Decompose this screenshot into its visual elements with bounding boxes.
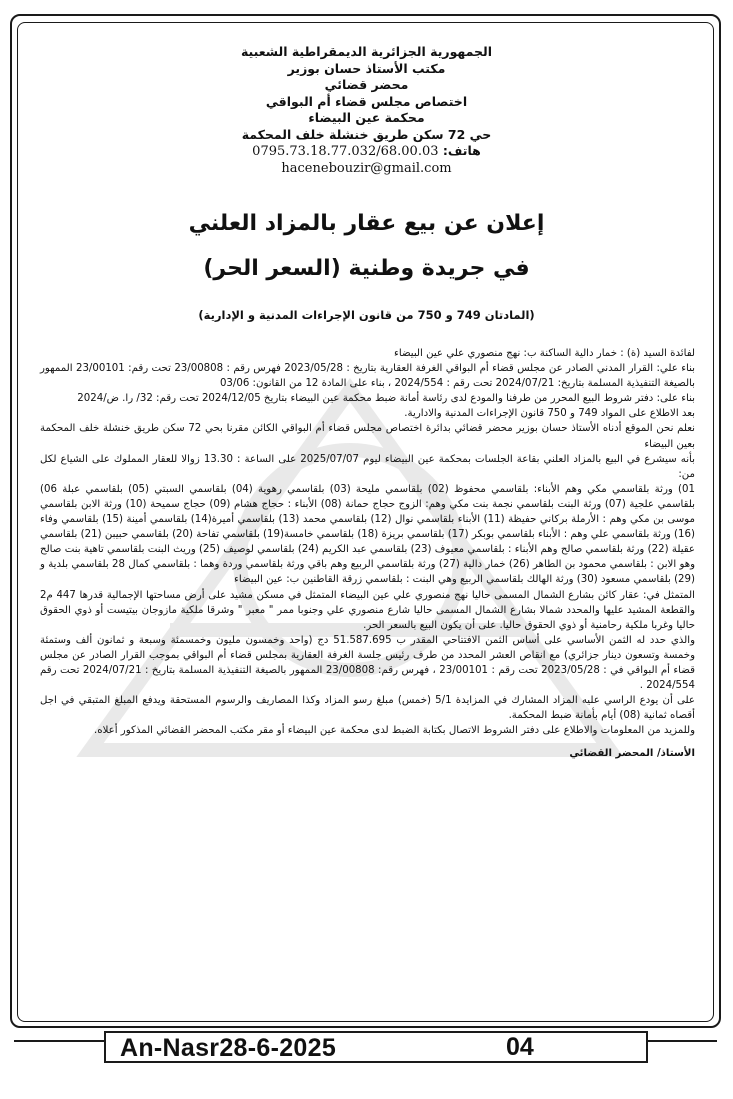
announcement-body: [40, 346, 695, 762]
contact-paragraph: وللمزيد من المعلومات والاطلاع على دفتر الشروط الاتصال بكتابة الضبط لدى محكمة عين البيضاء أو مقر مكتب المحضر القضائي المذكور أعلاه.: [94, 725, 695, 737]
letterhead: [100, 44, 633, 177]
footer-underline: [104, 1061, 648, 1063]
payment-paragraph: على أن يودع الراسي عليه المزاد المشارك في المزايدة 5/1 (خمس) مبلغ رسو المزاد وكذا المصاريف والرسوم المستحقة ويدفع المبلغ المتبقي في اجل أقصاه ثمانية (08) أيام بأمانة ضبط المحكمة.: [40, 695, 695, 722]
owners-paragraph: 01) ورثة بلقاسمي مكي وهم الأبناء: بلقاسمي محفوظ (02) بلقاسمي مليحة (03) بلقاسمي رهوية (04) بلقاسمي السبتي (05) بلقاسمي عبلة 06) بلقاسمي علجية (07) ورثة البنت بلقاسمي نجمة بنت مكي وهم: الزوج حجاج حمانة (08) الأبناء : حجاج هشام (09) حجاج سميحة (10) ورثة الابن بلقاسمي موسى بن مكي وهم : الأرملة بركاني حفيظة (11) الأبناء بلقاسمي نوال (12) بلقاسمي محمد (13) بلقاسمي أميرة(14) بلقاسمي أمينة (15) بلقاسمي وفاء (16) ورثة بلقاسمي علي وهم : الأبناء بلقاسمي بوبكر (17) بلقاسمي بريزة (18) بلقاسمي خامسة(19) بلقاسمي تفاحة (20) بلقاسمي حبيبن (21) بلقاسمي عقيلة (22) ورثة بلقاسمي صالح وهم الأبناء : بلقاسمي معيوف (23) بلقاسمي عبد الكريم (24) بلقاسمي لوصيف (25) وريث البنت بلقاسمي تاهية بنت صالح وهو الابن : بلقاسمي محمود بن الطاهر (26) خمار دالية (27) ورثة بلقاسمي الربيع وهم باقي ورثة بلقاسمي وردة وهما : بلقاسمي كمال 28 بلقاسمي بلدية و (29) بلقاسمي مسعود (30) ورثة الهالك بلقاسمي الربيع وهي البنت : بلقاسمي زرقة القاطنين ب: عين البيضاء: [40, 483, 695, 586]
office-address: حي 72 سكن طريق خنشلة خلف المحكمة: [241, 126, 492, 142]
beneficiary-paragraph: لفائدة السيد (ة) : خمار دالية الساكنة ب: نهج منصوري علي عين البيضاء: [394, 348, 695, 359]
notice-paragraph: نعلم نحن الموقع أدناه الأستاذ حسان بوزير محضر قضائي بدائرة اختصاص مجلس قضاء أم البواقي الكائن مقرنا بحي 72 سكن طريق خنشلة خلف المحكمة بعين البيضاء: [40, 423, 695, 450]
legal-articles-note: (المادتان 749 و 750 من قانون الإجراءات المدنية و الإدارية): [198, 308, 535, 322]
court-name: محكمة عين البيضاء: [308, 110, 425, 125]
phone-line: [100, 143, 633, 161]
footer-box: [104, 1031, 648, 1061]
jurisdiction: اختصاص مجلس قضاء أم البواقي: [265, 93, 468, 109]
announcement-subtitle-newspaper: في جريدة وطنية (السعر الحر): [203, 256, 530, 281]
email-address: hacenebouzir@gmail.com: [281, 160, 452, 176]
phone-value: 0795.73.18.77.032/68.00.03: [252, 144, 439, 159]
auction-date-paragraph: بأنه سيشرع في البيع بالمزاد العلني بقاعة الجلسات بمحكمة عين البيضاء ليوم 2025/07/07 على الساعة : 13.30 زوالا للعقار المملوك على الشياع لكل من:: [40, 453, 695, 480]
price-paragraph: والذي حدد له الثمن الأساسي على أساس الثمن الافتتاحي المقدر ب 51.587.695 دج (واحد وخمسون مليون وخمسمئة وسبعة و ثمانون ألف وستمئة وخمسة وتسعون دينار جزائري) مع انقاص العشر المحدد من طرف رئيس جلسة الغرفة العقارية بمجلس قضاء أم البواقي بموجب القرار الصادر عن مجلس قضاء أم البواقي في : 2023/05/28 تحت رقم : 23/00101 ، فهرس رقم: 23/00808 الممهور بالصيغة التنفيذية المسلمة بتاريخ : 2024/07/21 تحت رقم 2024/554 .: [40, 634, 695, 692]
announcement-title: إعلان عن بيع عقار بالمزاد العلني: [188, 211, 545, 236]
office-name: مكتب الأستاذ حسان بوزير: [287, 60, 446, 76]
decision-paragraph: بناء علي: القرار المدني الصادر عن مجلس قضاء أم البواقي الغرفة العقارية بتاريخ : 2023/05/28 فهرس رقم : 23/00808 تحت رقم: 23/00101 الممهور بالصيغة التنفيذية المسلمة بتاريخ: 2024/07/21 تحت رقم : 2024/554 ، بناء على المادة 12 من القانون: 03/06: [40, 363, 695, 390]
articles-paragraph: بعد الاطلاع على المواد 749 و 750 قانون الإجراءات المدنية والادارية.: [404, 408, 695, 420]
property-paragraph: المتمثل في: عقار كائن بشارع الشمال المسمى حاليا نهج منصوري علي عين البيضاء المتمثل في مسكن مشيد على أرض مساحتها الإجمالية قدرها 447 م2 والقطعة المشيد عليها والمحدد شمالا بشارع الشمال المسمى حاليا شارع منصوري علي وجنوبا ممر " معبر " وشرقا ملكية مازوجان بيتيست أو ذوي الحقوق حاليا وغربا ملكية رحامنية أو ذوي الحقوق حاليا. على أن يكون البيع بالسعر الحر.: [40, 589, 695, 631]
page-number: 04: [506, 1033, 534, 1061]
republic-title: الجمهورية الجزائرية الديمقراطية الشعبية: [240, 44, 493, 59]
office-role: محضر قضائي: [324, 77, 409, 92]
signature: الأستاذ/ المحضر القضائي: [569, 748, 695, 760]
newspaper-date: An-Nasr28-6-2025: [120, 1034, 337, 1062]
conditions-paragraph: بناء على: دفتر شروط البيع المحرر من طرفنا والمودع لدى رئاسة أمانة ضبط محكمة عين البيضاء بتاريخ 2024/12/05 تحت رقم: 32/ را. ض/2024: [77, 393, 695, 405]
phone-label: هاتف:: [442, 143, 481, 158]
